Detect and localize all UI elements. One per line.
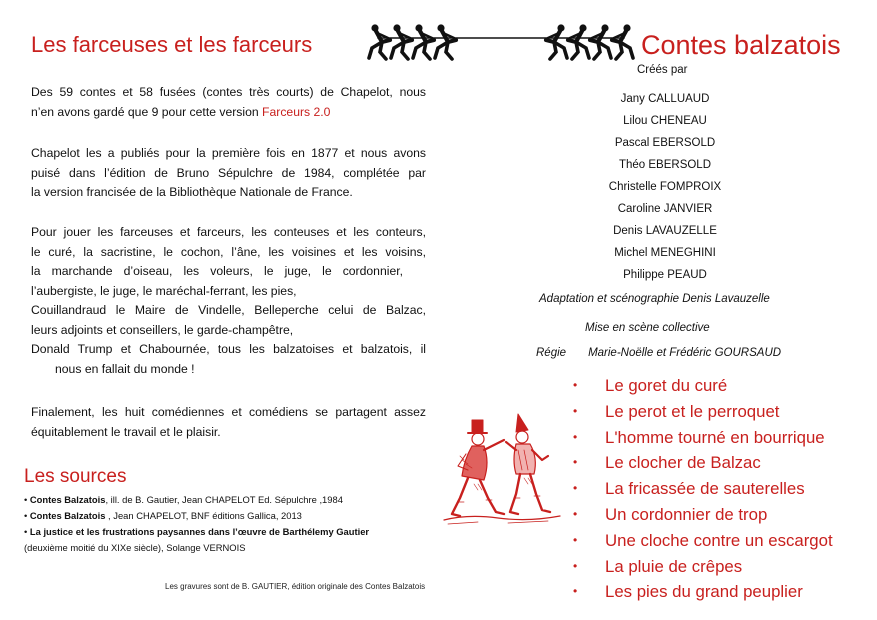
staging-credit: Mise en scène collective <box>585 322 710 334</box>
story-bullet: • <box>573 584 578 599</box>
conclusion-line: Finalement, les huit comédiennes et comédiens se partagent assez <box>31 405 426 419</box>
story-title: Un cordonnier de trop <box>605 504 768 524</box>
source-title: La justice et les frustrations paysannes dans l’œuvre de Barthélemy Gautier <box>29 526 370 537</box>
characters-paragraph <box>31 223 426 379</box>
story-bullet: • <box>573 378 578 392</box>
source-title: Contes Balzatois <box>29 494 106 505</box>
regie-label: Régie <box>536 347 567 359</box>
created-by-label: Créés par <box>637 64 688 76</box>
source-title: Contes Balzatois <box>29 510 106 521</box>
story-item <box>570 528 833 554</box>
story-title: Le goret du curé <box>605 376 728 395</box>
regie-names: Marie-Noëlle et Frédéric GOURSAUD <box>588 347 782 359</box>
story-bullet: • <box>573 455 578 470</box>
story-item <box>570 425 833 451</box>
author-name: Michel MENEGHINI <box>614 247 716 259</box>
sources-title: Les sources <box>24 466 127 487</box>
characters-line: Couillandraud le Maire de Vindelle, Belleperche celui de Balzac, <box>31 303 426 317</box>
source-bullet: • <box>24 526 28 537</box>
author-name: Christelle FOMPROIX <box>608 181 722 193</box>
characters-line: Pour jouer les farceuses et farceurs, les conteuses et les conteurs, <box>31 225 426 239</box>
story-title: Le clocher de Balzac <box>605 453 761 473</box>
left-page-title: Les farceuses et les farceurs <box>31 32 313 57</box>
regie-credit <box>536 347 781 359</box>
characters-line: l’aubergiste, le juge, le maréchal-ferrant, les pies, <box>31 283 297 298</box>
adaptation-credit: Adaptation et scénographie Denis Lavauzelle <box>539 293 770 305</box>
story-item <box>570 579 833 605</box>
history-paragraph <box>31 144 426 203</box>
source-item <box>24 508 302 523</box>
two-men-arguing-engraving-icon <box>438 410 566 528</box>
source-item-continued: (deuxième moitié du XIXe siècle), Solange VERNOIS <box>24 542 246 553</box>
story-bullet: • <box>573 481 578 496</box>
story-title: La pluie de crêpes <box>605 556 743 576</box>
conclusion-paragraph <box>31 403 426 442</box>
story-bullet: • <box>573 506 578 521</box>
story-bullet: • <box>573 532 578 547</box>
source-bullet: • <box>24 494 28 505</box>
author-name: Lilou CHENEAU <box>623 115 707 127</box>
story-bullet: • <box>573 403 578 418</box>
story-item <box>570 476 833 502</box>
story-title: L'homme tourné en bourrique <box>605 427 825 447</box>
story-list <box>570 373 833 605</box>
characters-line: le curé, la sacristine, le cochon, l’âne, les voisines et les voisins, <box>31 244 426 259</box>
conclusion-line: équitablement le travail et le plaisir. <box>31 424 221 439</box>
story-title: La fricassée de sauterelles <box>605 479 805 499</box>
author-name: Jany CALLUAUD <box>620 93 710 105</box>
right-page-title: Contes balzatois <box>641 30 841 60</box>
version-name: Farceurs 2.0 <box>262 104 331 119</box>
story-title: Les pies du grand peuplier <box>605 582 803 602</box>
story-item <box>570 373 833 399</box>
engraving-credit-note: Les gravures sont de B. GAUTIER, édition originale des Contes Balzatois <box>165 582 426 591</box>
author-name: Pascal EBERSOLD <box>614 137 716 149</box>
history-line: puisé dans l’édition de Bruno Sépulchre de 1984, complétée par <box>31 165 426 180</box>
story-bullet: • <box>573 429 578 444</box>
tug-of-war-silhouette-icon <box>366 18 636 64</box>
intro-paragraph <box>31 83 426 122</box>
author-name: Caroline JANVIER <box>617 203 713 215</box>
source-bullet: • <box>24 510 28 521</box>
story-title: Une cloche contre un escargot <box>605 530 833 550</box>
story-title: Le perot et le perroquet <box>605 401 780 421</box>
story-bullet: • <box>573 558 578 573</box>
source-details: , ill. de B. Gautier, Jean CHAPELOT Ed. Sépulchre ,1984 <box>105 494 343 505</box>
history-line: la version francisée de la Bibliothèque Nationale de France. <box>31 185 353 199</box>
author-name: Théo EBERSOLD <box>618 159 712 171</box>
source-item <box>24 492 343 507</box>
author-name: Denis LAVAUZELLE <box>613 225 717 237</box>
story-item <box>570 502 833 528</box>
characters-line: leurs adjoints et conseillers, le garde-champêtre, <box>31 322 294 337</box>
intro-line-1: Des 59 contes et 58 fusées (contes très courts) de Chapelot, nous <box>31 85 426 99</box>
characters-line: nous en fallait du monde ! <box>55 361 195 376</box>
source-item <box>24 524 369 539</box>
characters-line: Donald Trump et Chabournée, tous les balzatoises et balzatois, il <box>31 342 426 356</box>
source-details: , Jean CHAPELOT, BNF éditions Gallica, 2013 <box>105 510 302 521</box>
story-item <box>570 554 833 580</box>
story-item <box>570 450 833 476</box>
author-name: Philippe PEAUD <box>623 269 707 281</box>
characters-line: la marchande d’oiseau, les voleurs, le juge, le cordonnier, <box>31 264 403 278</box>
history-line: Chapelot les a publiés pour la première fois en 1877 et nous avons <box>31 146 426 160</box>
story-item <box>570 399 833 425</box>
intro-line-2-text: n’en avons gardé que 9 pour cette version <box>31 104 263 119</box>
intro-line-2 <box>31 103 426 123</box>
